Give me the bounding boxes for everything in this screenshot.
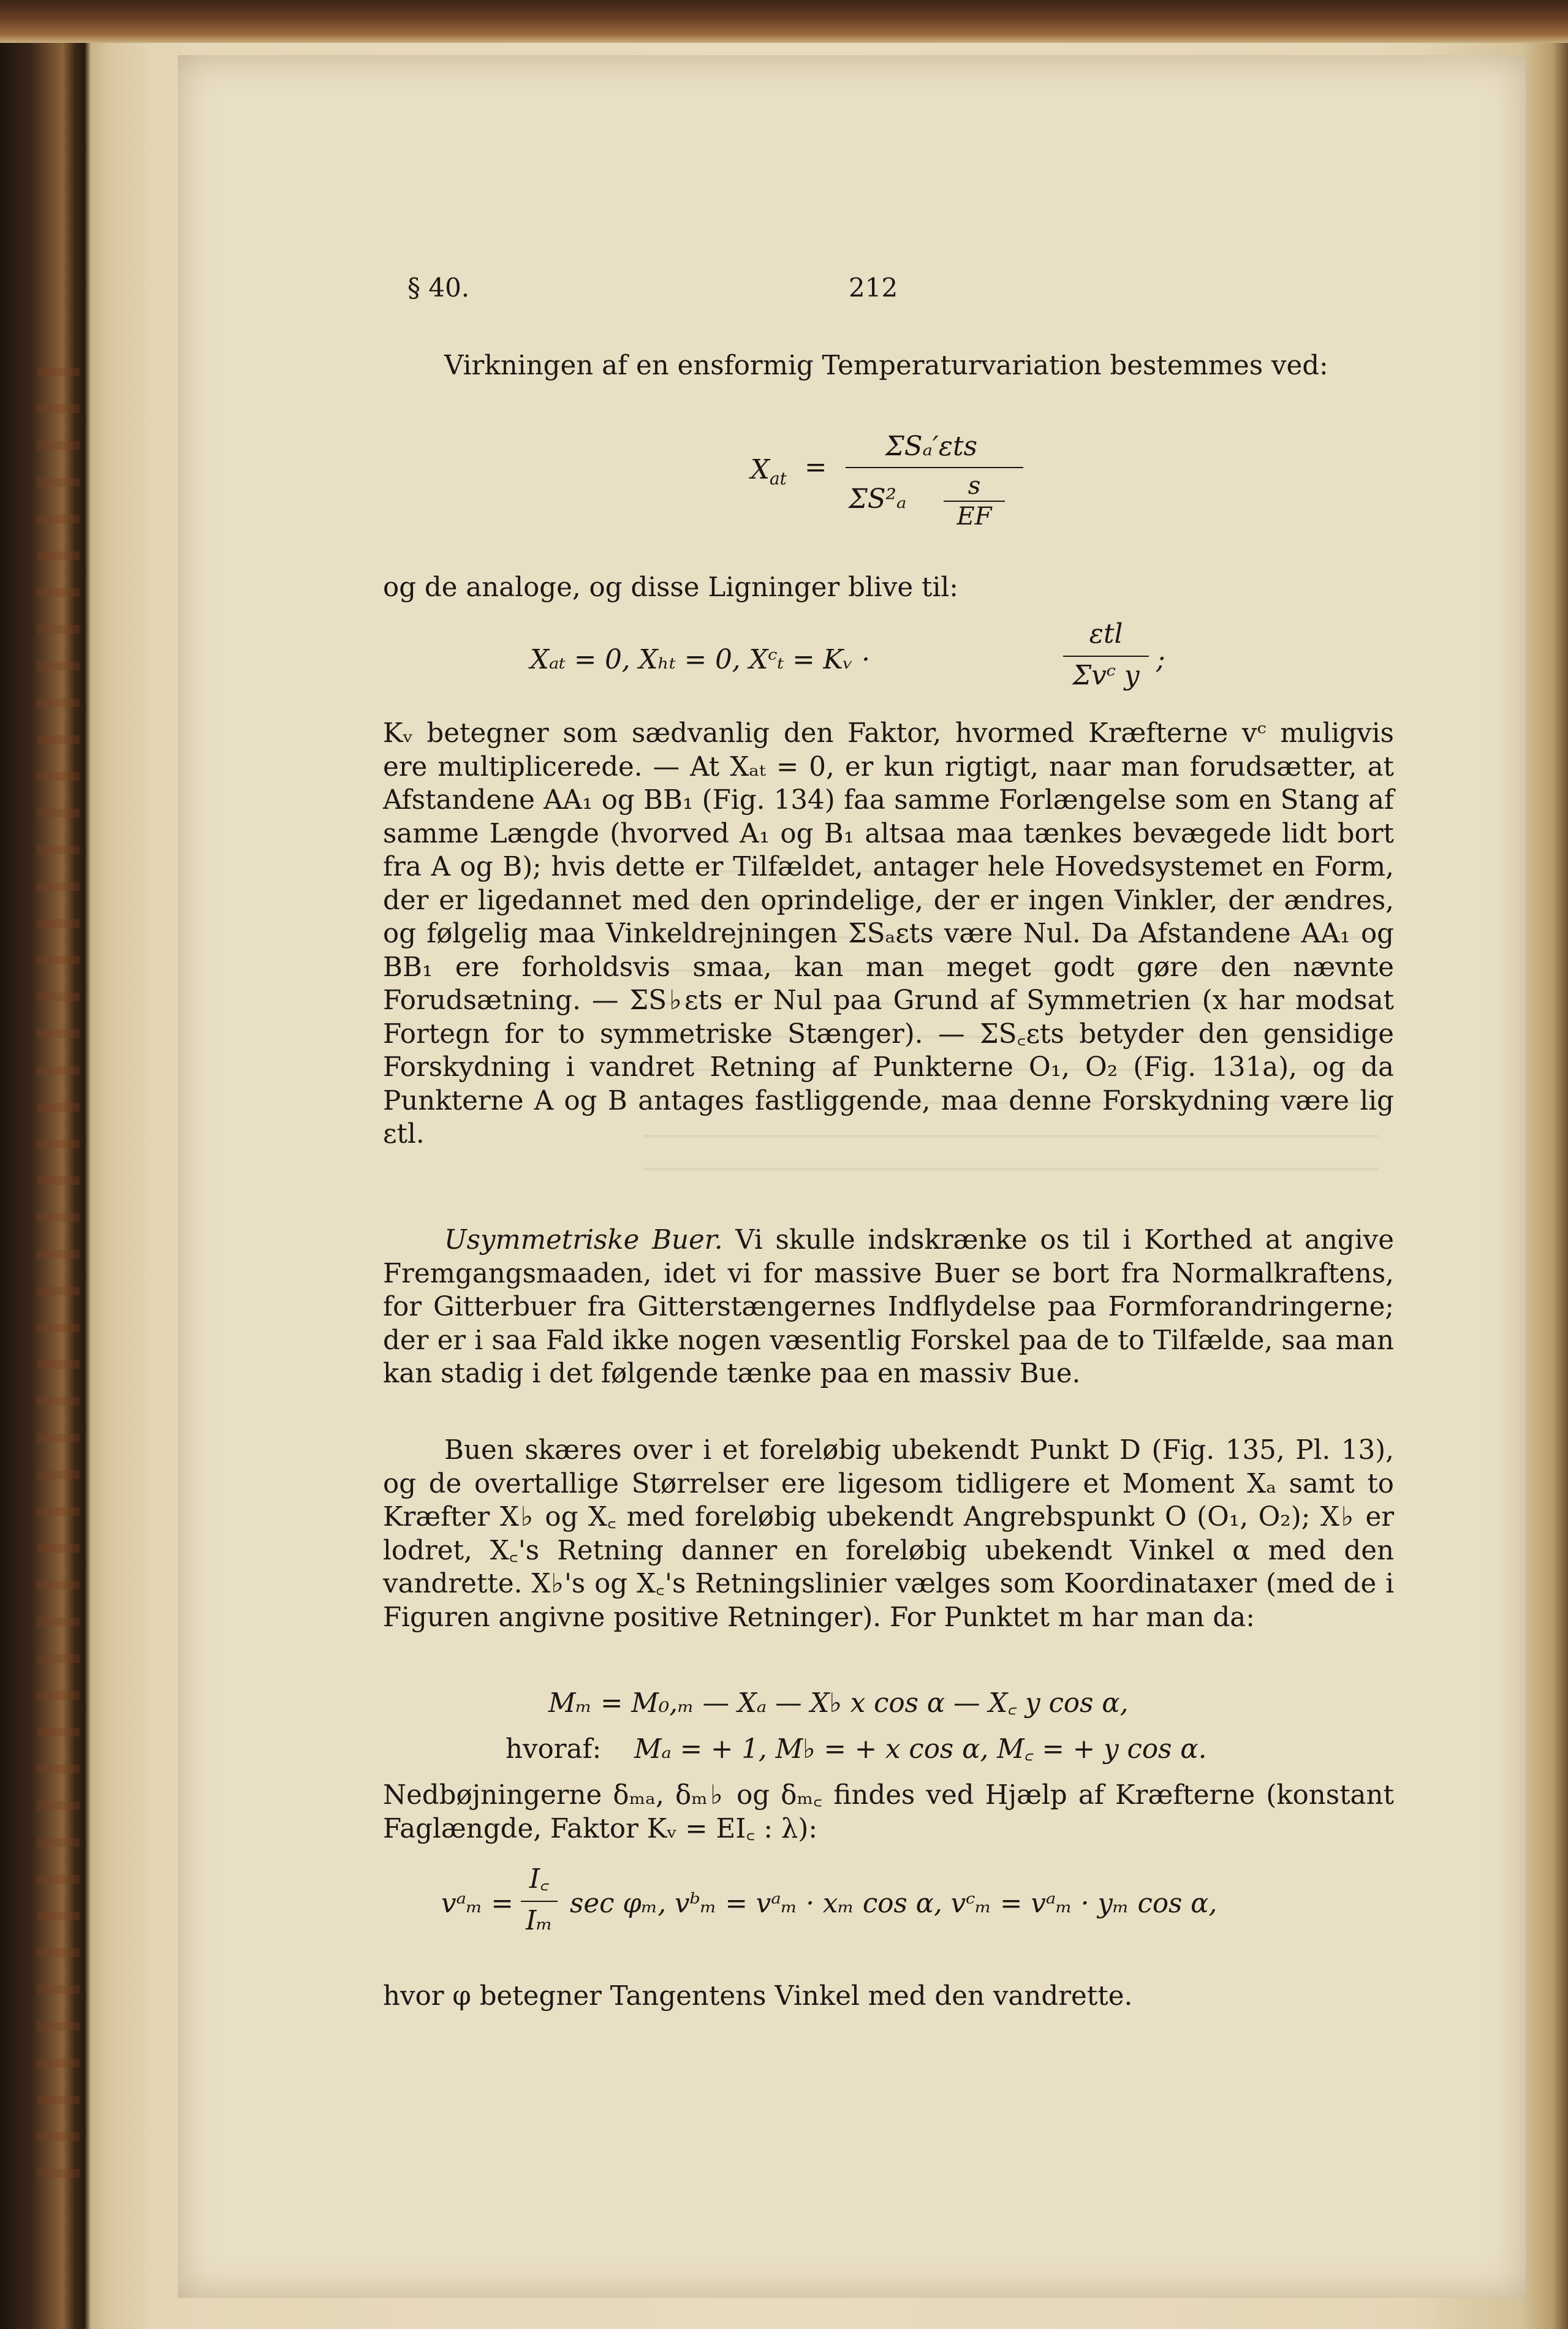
book-top-edge: [0, 0, 1568, 43]
page-number: 212: [849, 273, 898, 303]
section-number: § 40.: [407, 273, 470, 303]
page-header: [383, 273, 1394, 309]
book-spine-texture: [37, 368, 80, 2206]
paragraph-7: hvor φ betegner Tangentens Vinkel med den vandrette.: [383, 1981, 1133, 2012]
eq1-numerator: ΣSₐ′εts: [885, 431, 977, 462]
paragraph-3: Kᵥ betegner som sædvanlig den Faktor, hvormed Kræfterne vᶜ muligvis ere multiplicerede. — At Xₐₜ = 0, er kun rigtigt, naar man forudsætter, at Afstandene AA₁ og BB₁ (Fig. 134) faa samme Forlængelse som en Stang af samme Længde (hvorved A₁ og B₁ altsaa maa tænkes bevægede lidt bort fra A og B); hvis dette er Tilfældet, antager hele Hovedsystemet en Form, der er ligedannet med den oprindelige, der er ingen Vinkler, der ændres, og følgelig maa Vinkeldrejningen ΣSₐεts være Nul. Da Afstandene AA₁ og BB₁ ere forholdsvis smaa, kan man meget godt gøre den nævnte Forudsætning. — ΣS♭εts er Nul paa Grund af Symmetrien (x har modsat Fortegn for to symmetriske Stænger). — ΣS꜀εts betyder den gensidige Forskydning i vandret Retning af Punkterne O₁, O₂ (Fig. 131a), og da Punkterne A og B antages fastliggende, maa denne Forskydning være lig εtl.: [383, 718, 1394, 1149]
fraction-bar: [846, 467, 1023, 468]
paragraph-1: Virkningen af en ensformig Temperaturvariation bestemmes ved:: [444, 350, 1328, 381]
paragraph-5: Buen skæres over i et foreløbig ubekendt Punkt D (Fig. 135, Pl. 13), og de overtallige Størrelser ere ligesom tidligere et Moment Xₐ samt to Kræfter X♭ og X꜀ med foreløbig ubekendt Angrebspunkt O (O₁, O₂); X♭ er lodret, X꜀'s Retning danner en foreløbig ubekendt Vinkel α med den vandrette. X♭'s og X꜀'s Retningslinier vælges som Koordinataxer (med de i Figuren angivne positive Retninger). For Punktet m har man da:: [383, 1435, 1394, 1633]
fraction-bar: [521, 1901, 558, 1902]
equation-3: Mₘ = M₀,ₘ — Xₐ — X♭ x cos α — X꜀ y cos α,: [548, 1688, 1129, 1719]
fraction-bar: [1063, 656, 1149, 657]
eq1-denominator: ΣS²ₐ: [849, 484, 907, 515]
subsection-title: Usymmetriske Buer.: [444, 1225, 723, 1255]
paragraph-4: Usymmetriske Buer. Vi skulle indskrænke os til i Korthed at angive Fremgangsmaaden, idet vi for massive Buer se bort fra Normalkraftens, for Gitterbuer fra Gitterstængernes Indflydelse paa Formforandringerne; der er i saa Fald ikke nogen væsentlig Forskel paa de to Tilfælde, saa man kan stadig i det følgende tænke paa en massiv Bue.: [383, 1225, 1395, 1389]
paragraph-6: Nedbøjningerne δₘₐ, δₘ♭ og δₘ꜀ findes ved Hjælp af Kræfterne (konstant Faglængde, Faktor Kᵥ = EI꜀ : λ):: [383, 1780, 1394, 1844]
paragraph-2: og de analoge, og disse Ligninger blive til:: [383, 572, 958, 603]
